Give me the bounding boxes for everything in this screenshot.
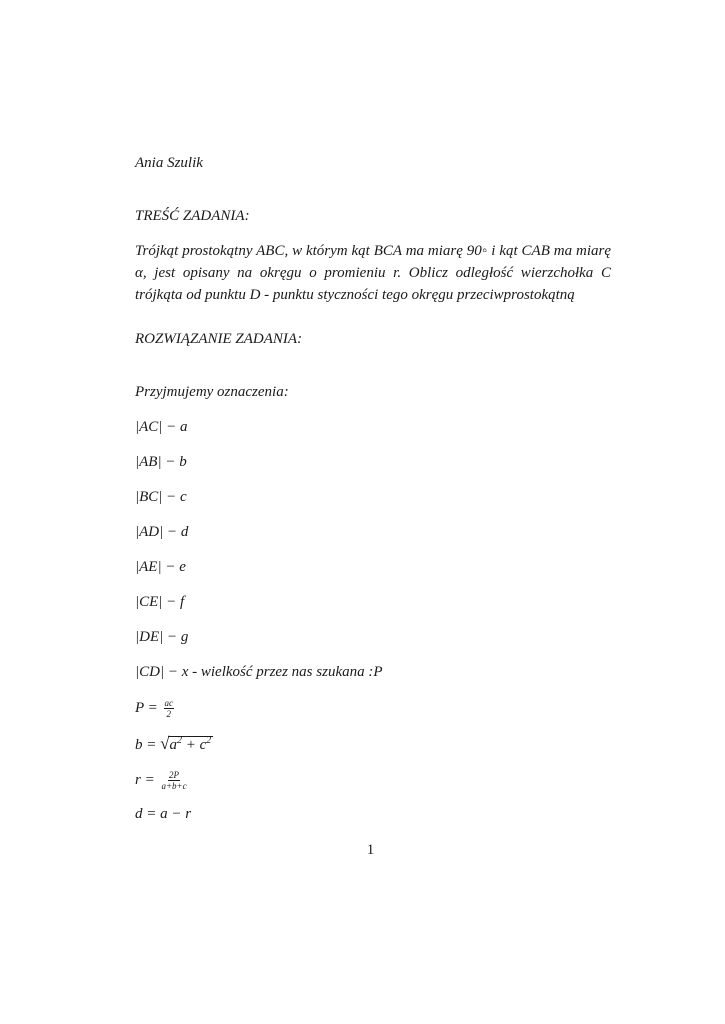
formula-radius-fraction (160, 770, 187, 791)
task-text: Trójkąt prostokątny ABC, w którym kąt BCA ma miarę 90◦ i kąt CAB ma miarę α, jest opisany na okręgu o promieniu r. Oblicz odległość wierzchołka C trójkąta od punktu D - punktu styczności tego okręgu przeciwprostokątną (135, 243, 611, 303)
formula-radius-numerator: 2P (169, 770, 180, 780)
notation-ce: |CE| − f (135, 594, 185, 610)
notation-de: |DE| − g (135, 629, 189, 645)
notation-ac: |AC| − a (135, 419, 188, 435)
notation-cd: |CD| − x - wielkość przez nas szukana :P (135, 664, 383, 680)
notation-ab: |AB| − b (135, 454, 187, 470)
notation-bc: |BC| − c (135, 489, 187, 505)
radicand (168, 736, 213, 753)
author-name: Ania Szulik (135, 155, 203, 171)
formula-area-numerator: ac (164, 698, 174, 708)
radicand-plus-c: + c (181, 737, 207, 753)
notation-ad: |AD| − d (135, 524, 189, 540)
formula-area-lhs: P = (135, 699, 158, 716)
notation-intro: Przyjmujemy oznaczenia: (135, 384, 289, 400)
page-number: 1 (366, 842, 375, 858)
formula-area (135, 698, 174, 719)
radicand-a: a (169, 737, 177, 753)
radical-sign-icon: √ (160, 734, 170, 753)
formula-radius-denominator: a+b+c (161, 781, 187, 791)
formula-hypotenuse-lhs: b = (135, 737, 157, 753)
formula-area-denominator: 2 (166, 709, 172, 719)
square-root (160, 735, 213, 754)
formula-radius (135, 770, 188, 791)
formula-radius-lhs: r = (135, 771, 155, 788)
formula-area-fraction (164, 698, 175, 719)
task-heading: TREŚĆ ZADANIA: (135, 208, 250, 224)
formula-d: d = a − r (135, 806, 192, 822)
formula-hypotenuse (135, 735, 213, 754)
exponent-a: 2 (176, 735, 182, 746)
notation-ae: |AE| − e (135, 559, 186, 575)
solution-heading: ROZWIĄZANIE ZADANIA: (135, 331, 303, 347)
exponent-c: 2 (206, 735, 212, 746)
